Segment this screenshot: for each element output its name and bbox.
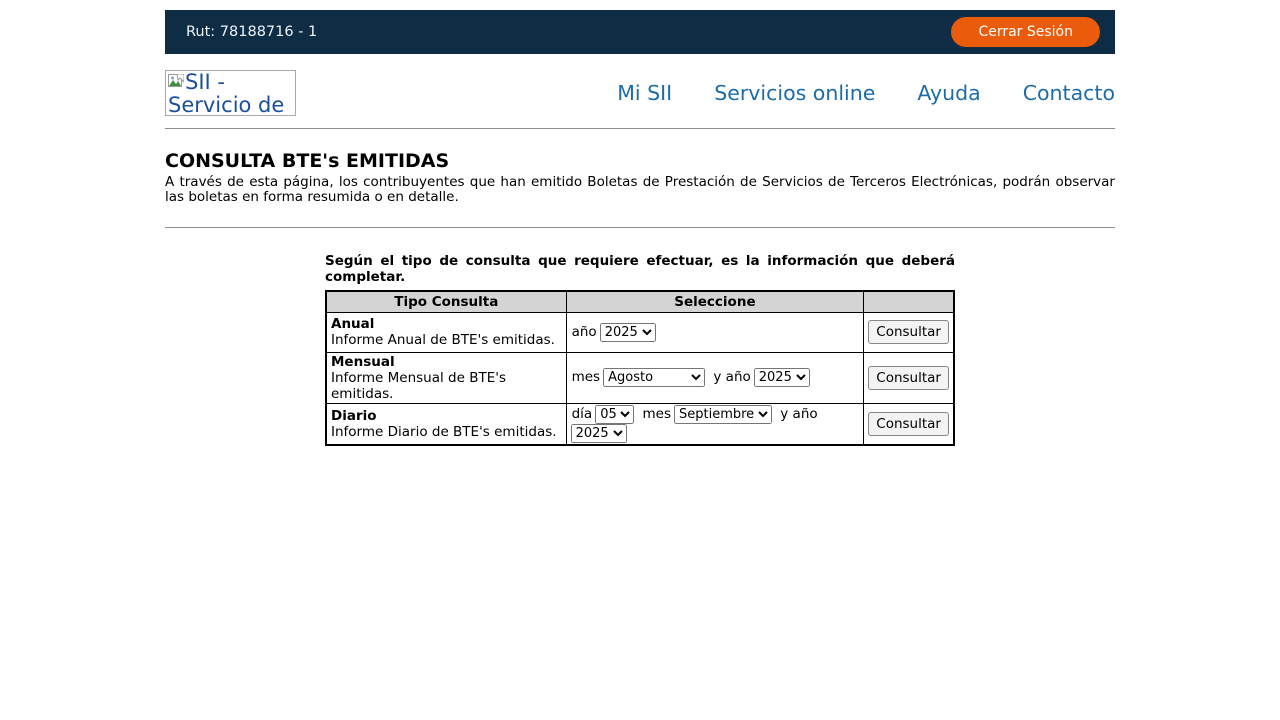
mensual-year-label: y año	[713, 369, 751, 385]
anual-select-cell	[566, 312, 864, 352]
nav-ayuda[interactable]: Ayuda	[917, 81, 981, 105]
site-header	[165, 70, 1115, 116]
row-type-description: Informe Diario de BTE's emitidas.	[331, 423, 557, 440]
mensual-consultar-button[interactable]: Consultar	[868, 366, 949, 390]
instruction-text: Según el tipo de consulta que requiere efectuar, es la información que deberá completar.	[325, 253, 955, 285]
diario-day-select[interactable]	[595, 405, 634, 424]
consulta-table	[325, 290, 955, 446]
broken-image-icon	[168, 71, 184, 86]
mensual-type-cell	[326, 352, 566, 403]
diario-month-select[interactable]	[674, 405, 772, 424]
row-type-description: Informe Anual de BTE's emitidas.	[331, 332, 555, 348]
col-header-tipo-consulta: Tipo Consulta	[326, 291, 566, 312]
anual-year-label: año	[571, 323, 597, 340]
page-container	[165, 0, 1115, 446]
table-row-diario	[326, 403, 954, 445]
col-header-seleccione: Seleccione	[566, 291, 864, 312]
mensual-month-label: mes	[571, 369, 601, 385]
nav-contacto[interactable]: Contacto	[1022, 81, 1115, 105]
mensual-month-select[interactable]	[603, 368, 705, 387]
diario-select-cell	[566, 403, 864, 445]
logout-button[interactable]: Cerrar Sesión	[951, 17, 1100, 47]
col-header-action	[864, 291, 954, 312]
diario-day-label: día	[571, 405, 593, 422]
session-bar	[165, 10, 1115, 54]
rut-label: Rut: 78188716 - 1	[186, 24, 318, 40]
anual-type-cell	[326, 312, 566, 352]
mensual-year-select[interactable]	[754, 368, 810, 387]
row-type-description: Informe Mensual de BTE's emitidas.	[331, 369, 506, 402]
diario-consultar-button[interactable]: Consultar	[868, 412, 949, 436]
sii-logo-link[interactable]	[165, 70, 296, 116]
diario-action-cell	[864, 403, 954, 445]
mensual-select-cell	[566, 352, 864, 403]
mensual-action-cell	[864, 352, 954, 403]
header-divider	[165, 128, 1115, 129]
anual-action-cell	[864, 312, 954, 352]
diario-month-label: mes	[642, 405, 671, 422]
row-type-label: Mensual	[331, 353, 395, 370]
nav-servicios-online[interactable]: Servicios online	[714, 81, 876, 105]
main-nav	[617, 81, 1115, 105]
table-header-row	[326, 291, 954, 312]
diario-year-label: y año	[780, 405, 818, 422]
table-row-mensual	[326, 352, 954, 403]
page-description: A través de esta página, los contribuyentes que han emitido Boletas de Prestación de Servicios de Terceros Electrónicas, podrán observar las boletas en forma resumida o en detalle.	[165, 174, 1115, 205]
section-divider	[165, 227, 1115, 228]
logo-alt-text: SII - Servicio de	[168, 70, 285, 116]
diario-type-cell	[326, 403, 566, 445]
nav-mi-sii[interactable]: Mi SII	[617, 81, 673, 105]
row-type-label: Anual	[331, 316, 375, 332]
page-title: CONSULTA BTE's EMITIDAS	[165, 150, 450, 172]
anual-consultar-button[interactable]: Consultar	[868, 320, 949, 344]
table-row-anual	[326, 312, 954, 352]
anual-year-select[interactable]	[600, 323, 656, 342]
row-type-label: Diario	[331, 407, 377, 424]
diario-year-select[interactable]	[571, 424, 627, 443]
